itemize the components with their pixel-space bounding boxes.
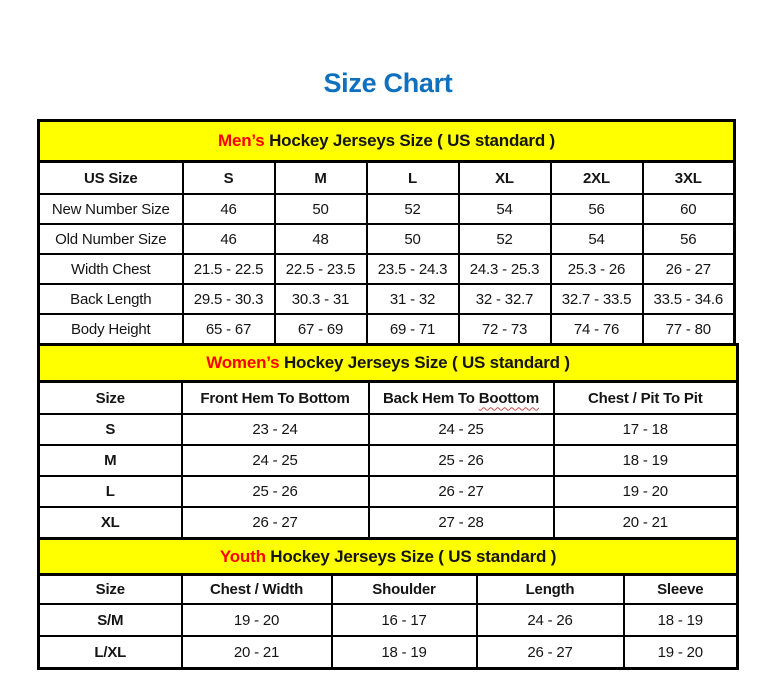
mens-table-row xyxy=(39,224,735,254)
column-header: Size xyxy=(39,382,182,415)
size-tables-container xyxy=(37,119,736,670)
size-value-cell: 18 - 19 xyxy=(624,604,738,636)
column-header: S xyxy=(183,162,275,195)
column-header: L xyxy=(367,162,459,195)
womens-section-row xyxy=(39,345,738,382)
size-value-cell: 77 - 80 xyxy=(643,314,735,345)
size-value-cell: 46 xyxy=(183,194,275,224)
youth-size-table xyxy=(37,537,739,670)
row-label: M xyxy=(39,445,182,476)
size-value-cell: 20 - 21 xyxy=(182,636,332,669)
youth-section-header xyxy=(39,539,738,575)
womens-table-row xyxy=(39,507,738,539)
size-value-cell: 74 - 76 xyxy=(551,314,643,345)
size-value-cell: 31 - 32 xyxy=(367,284,459,314)
womens-table-row xyxy=(39,476,738,507)
youth-column-header-row xyxy=(39,575,738,605)
row-label: Body Height xyxy=(39,314,183,345)
column-header: Chest / Pit To Pit xyxy=(554,382,738,415)
size-value-cell: 24.3 - 25.3 xyxy=(459,254,551,284)
column-header: M xyxy=(275,162,367,195)
row-label: Old Number Size xyxy=(39,224,183,254)
size-value-cell: 72 - 73 xyxy=(459,314,551,345)
size-value-cell: 54 xyxy=(551,224,643,254)
mens-section-row xyxy=(39,121,735,162)
size-value-cell: 52 xyxy=(367,194,459,224)
column-header: 2XL xyxy=(551,162,643,195)
size-value-cell: 26 - 27 xyxy=(182,507,369,539)
size-value-cell: 32 - 32.7 xyxy=(459,284,551,314)
size-value-cell: 18 - 19 xyxy=(332,636,477,669)
womens-section-header xyxy=(39,345,738,382)
size-value-cell: 26 - 27 xyxy=(477,636,624,669)
section-title-text: Hockey Jerseys Size ( US standard ) xyxy=(279,353,570,372)
section-accent-text: Youth xyxy=(219,546,266,566)
size-value-cell: 19 - 20 xyxy=(182,604,332,636)
size-value-cell: 60 xyxy=(643,194,735,224)
womens-size-table xyxy=(37,343,739,540)
size-value-cell: 26 - 27 xyxy=(369,476,554,507)
section-title-text: Hockey Jerseys Size ( US standard ) xyxy=(264,131,555,150)
womens-table-row xyxy=(39,414,738,445)
row-label: L xyxy=(39,476,182,507)
size-value-cell: 50 xyxy=(367,224,459,254)
mens-table-row xyxy=(39,254,735,284)
mens-table-row xyxy=(39,194,735,224)
size-value-cell: 19 - 20 xyxy=(624,636,738,669)
mens-column-header-row xyxy=(39,162,735,195)
size-value-cell: 21.5 - 22.5 xyxy=(183,254,275,284)
mens-table-row xyxy=(39,284,735,314)
size-value-cell: 25 - 26 xyxy=(182,476,369,507)
row-label: S/M xyxy=(39,604,182,636)
column-header: US Size xyxy=(39,162,183,195)
column-header: Size xyxy=(39,575,182,605)
size-value-cell: 48 xyxy=(275,224,367,254)
size-value-cell: 24 - 25 xyxy=(182,445,369,476)
column-header: Shoulder xyxy=(332,575,477,605)
size-value-cell: 22.5 - 23.5 xyxy=(275,254,367,284)
size-value-cell: 20 - 21 xyxy=(554,507,738,539)
size-value-cell: 18 - 19 xyxy=(554,445,738,476)
mens-size-table xyxy=(37,119,736,346)
size-value-cell: 46 xyxy=(183,224,275,254)
size-value-cell: 25 - 26 xyxy=(369,445,554,476)
size-value-cell: 25.3 - 26 xyxy=(551,254,643,284)
mens-section-header xyxy=(39,121,735,162)
size-value-cell: 24 - 25 xyxy=(369,414,554,445)
page-title: Size Chart xyxy=(323,68,453,98)
youth-table-row xyxy=(39,636,738,669)
size-value-cell: 56 xyxy=(551,194,643,224)
mens-table-row xyxy=(39,314,735,345)
row-label: L/XL xyxy=(39,636,182,669)
size-value-cell: 30.3 - 31 xyxy=(275,284,367,314)
size-value-cell: 19 - 20 xyxy=(554,476,738,507)
size-value-cell: 65 - 67 xyxy=(183,314,275,345)
size-value-cell: 24 - 26 xyxy=(477,604,624,636)
youth-section-row xyxy=(39,539,738,575)
misspelled-word: Boottom xyxy=(478,389,539,407)
section-accent-text: Men’s xyxy=(218,131,265,150)
size-value-cell: 54 xyxy=(459,194,551,224)
size-value-cell: 56 xyxy=(643,224,735,254)
column-header: Back Hem To Boottom xyxy=(369,382,554,415)
size-value-cell: 52 xyxy=(459,224,551,254)
size-value-cell: 33.5 - 34.6 xyxy=(643,284,735,314)
column-header: Chest / Width xyxy=(182,575,332,605)
column-header: Length xyxy=(477,575,624,605)
size-value-cell: 23 - 24 xyxy=(182,414,369,445)
size-value-cell: 69 - 71 xyxy=(367,314,459,345)
size-value-cell: 50 xyxy=(275,194,367,224)
row-label: XL xyxy=(39,507,182,539)
column-header: 3XL xyxy=(643,162,735,195)
size-value-cell: 32.7 - 33.5 xyxy=(551,284,643,314)
youth-table-row xyxy=(39,604,738,636)
section-accent-text: Women’s xyxy=(206,353,280,372)
column-header: Front Hem To Bottom xyxy=(182,382,369,415)
womens-column-header-row xyxy=(39,382,738,415)
size-value-cell: 26 - 27 xyxy=(643,254,735,284)
row-label: Width Chest xyxy=(39,254,183,284)
column-header: XL xyxy=(459,162,551,195)
size-value-cell: 23.5 - 24.3 xyxy=(367,254,459,284)
womens-table-row xyxy=(39,445,738,476)
row-label: New Number Size xyxy=(39,194,183,224)
size-value-cell: 67 - 69 xyxy=(275,314,367,345)
row-label: Back Length xyxy=(39,284,183,314)
size-value-cell: 27 - 28 xyxy=(369,507,554,539)
section-title-text: Hockey Jerseys Size ( US standard ) xyxy=(265,546,557,566)
row-label: S xyxy=(39,414,182,445)
size-value-cell: 17 - 18 xyxy=(554,414,738,445)
size-value-cell: 29.5 - 30.3 xyxy=(183,284,275,314)
column-header: Sleeve xyxy=(624,575,738,605)
size-value-cell: 16 - 17 xyxy=(332,604,477,636)
